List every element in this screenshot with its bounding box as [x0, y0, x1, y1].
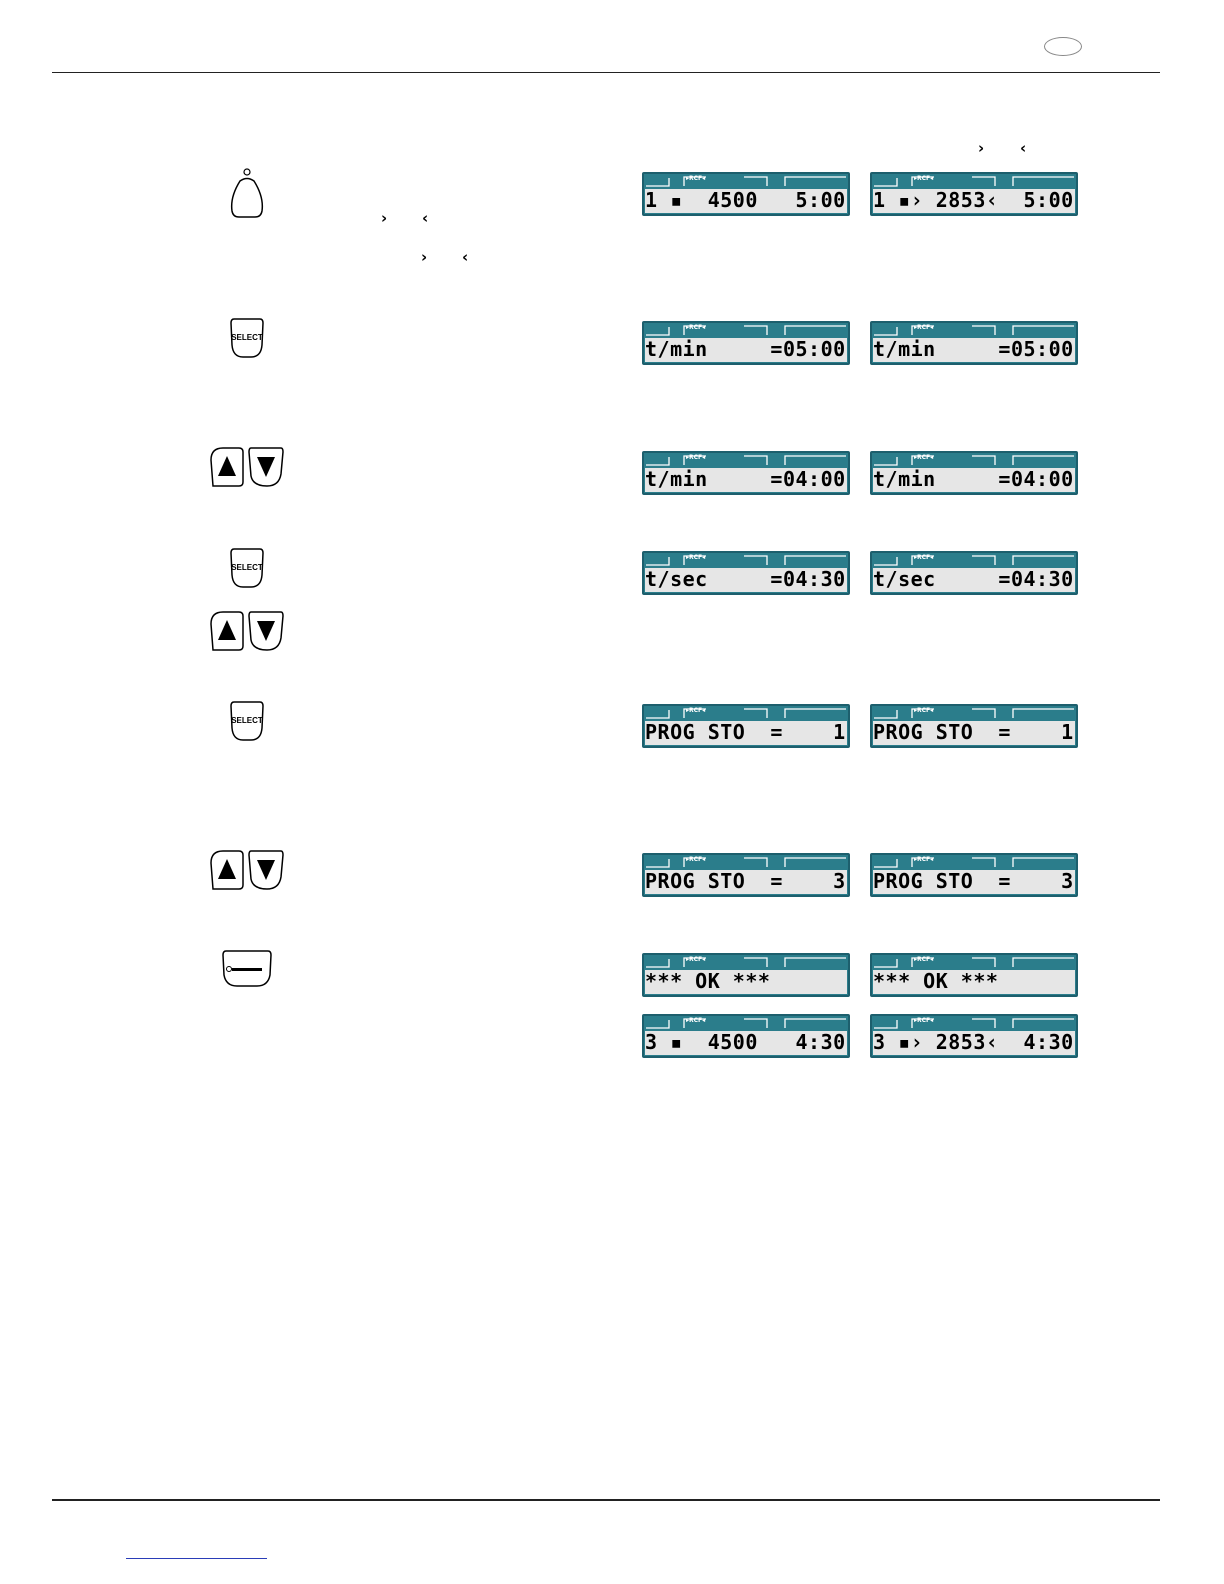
up-down-keys-icon: [209, 446, 285, 488]
lcd-text: PROG STO = 1: [645, 720, 846, 744]
lcd-text: t/min =05:00: [645, 337, 846, 361]
lcd-indicator-bar: [872, 553, 1076, 566]
lcd-text: t/min =04:00: [873, 467, 1074, 491]
greater-than-glyph: ›: [381, 209, 388, 227]
lcd-text: t/sec =04:30: [873, 567, 1074, 591]
lcd-text: PROG STO = 1: [873, 720, 1074, 744]
rcf-indicator: ▸RCF◂: [914, 454, 934, 461]
rcf-indicator: ▸RCF◂: [686, 554, 706, 561]
lcd-indicator-bar: [644, 855, 848, 868]
less-than-glyph: ‹: [1020, 139, 1027, 157]
greater-than-glyph: ›: [421, 248, 428, 266]
select-key-label: SELECT: [231, 563, 263, 572]
start-key-icon: [221, 949, 273, 989]
rcf-indicator: ▸RCF◂: [914, 856, 934, 863]
lcd-indicator-bar: [644, 174, 848, 187]
rcf-indicator: ▸RCF◂: [914, 554, 934, 561]
lcd-text: 1 ▪› 2853‹ 5:00: [873, 188, 1074, 212]
rcf-indicator: ▸RCF◂: [914, 324, 934, 331]
lcd-text: PROG STO = 3: [873, 869, 1074, 893]
lcd-text: 1 ▪ 4500 5:00: [645, 188, 846, 212]
lcd-indicator-bar: [872, 706, 1076, 719]
lcd-display-step5-left: [642, 704, 850, 748]
lcd-text: t/sec =04:30: [645, 567, 846, 591]
select-key-label: SELECT: [231, 716, 263, 725]
lcd-display-step6-left: [642, 853, 850, 897]
lcd-text: t/min =04:00: [645, 467, 846, 491]
lcd-text: t/min =05:00: [873, 337, 1074, 361]
lcd-display-step4-right: [870, 551, 1078, 595]
rcf-indicator: ▸RCF◂: [686, 1017, 706, 1024]
lcd-indicator-bar: [644, 706, 848, 719]
rcf-indicator: ▸RCF◂: [686, 454, 706, 461]
rcf-indicator: ▸RCF◂: [686, 707, 706, 714]
lcd-display-step8-left: [642, 1014, 850, 1058]
select-key-icon: [229, 317, 265, 359]
lcd-indicator-bar: [644, 453, 848, 466]
lcd-display-step7-right: [870, 953, 1078, 997]
lcd-display-step3-right: [870, 451, 1078, 495]
lcd-indicator-bar: [872, 323, 1076, 336]
lcd-text: 3 ▪› 2853‹ 4:30: [873, 1030, 1074, 1054]
lcd-display-step2-right: [870, 321, 1078, 365]
less-than-glyph: ‹: [422, 209, 429, 227]
rcf-indicator: ▸RCF◂: [914, 956, 934, 963]
lcd-display-step7-left: [642, 953, 850, 997]
lcd-indicator-bar: [872, 453, 1076, 466]
footer-link-underline[interactable]: [126, 1558, 267, 1559]
lcd-display-step3-left: [642, 451, 850, 495]
lcd-display-step1-right: [870, 172, 1078, 216]
lcd-indicator-bar: [872, 1016, 1076, 1029]
lcd-display-step8-right: [870, 1014, 1078, 1058]
rcf-indicator: ▸RCF◂: [686, 956, 706, 963]
lcd-indicator-bar: [872, 855, 1076, 868]
select-key-label: SELECT: [231, 333, 263, 342]
rcf-indicator: ▸RCF◂: [686, 175, 706, 182]
greater-than-glyph: ›: [978, 139, 985, 157]
select-key-icon: [229, 700, 265, 742]
lcd-indicator-bar: [872, 174, 1076, 187]
lcd-text: *** OK ***: [645, 969, 771, 993]
language-badge: [1044, 37, 1082, 56]
rcf-indicator: ▸RCF◂: [914, 1017, 934, 1024]
lcd-indicator-bar: [644, 553, 848, 566]
lcd-indicator-bar: [644, 1016, 848, 1029]
lcd-display-step5-right: [870, 704, 1078, 748]
lcd-text: PROG STO = 3: [645, 869, 846, 893]
header-rule: [52, 72, 1160, 73]
lcd-display-step6-right: [870, 853, 1078, 897]
lcd-indicator-bar: [872, 955, 1076, 968]
rcf-indicator: ▸RCF◂: [686, 856, 706, 863]
lcd-display-step2-left: [642, 321, 850, 365]
select-key-icon: [229, 547, 265, 589]
lcd-indicator-bar: [644, 323, 848, 336]
up-down-keys-icon: [209, 849, 285, 891]
lcd-display-step4-left: [642, 551, 850, 595]
lcd-text: 3 ▪ 4500 4:30: [645, 1030, 846, 1054]
less-than-glyph: ‹: [462, 248, 469, 266]
rcf-indicator: ▸RCF◂: [914, 707, 934, 714]
up-down-keys-icon: [209, 610, 285, 652]
lcd-indicator-bar: [644, 955, 848, 968]
lid-open-icon: [228, 167, 266, 219]
rcf-indicator: ▸RCF◂: [686, 324, 706, 331]
lcd-text: *** OK ***: [873, 969, 999, 993]
lcd-display-step1-left: [642, 172, 850, 216]
rcf-indicator: ▸RCF◂: [914, 175, 934, 182]
footer-rule: [52, 1499, 1160, 1501]
